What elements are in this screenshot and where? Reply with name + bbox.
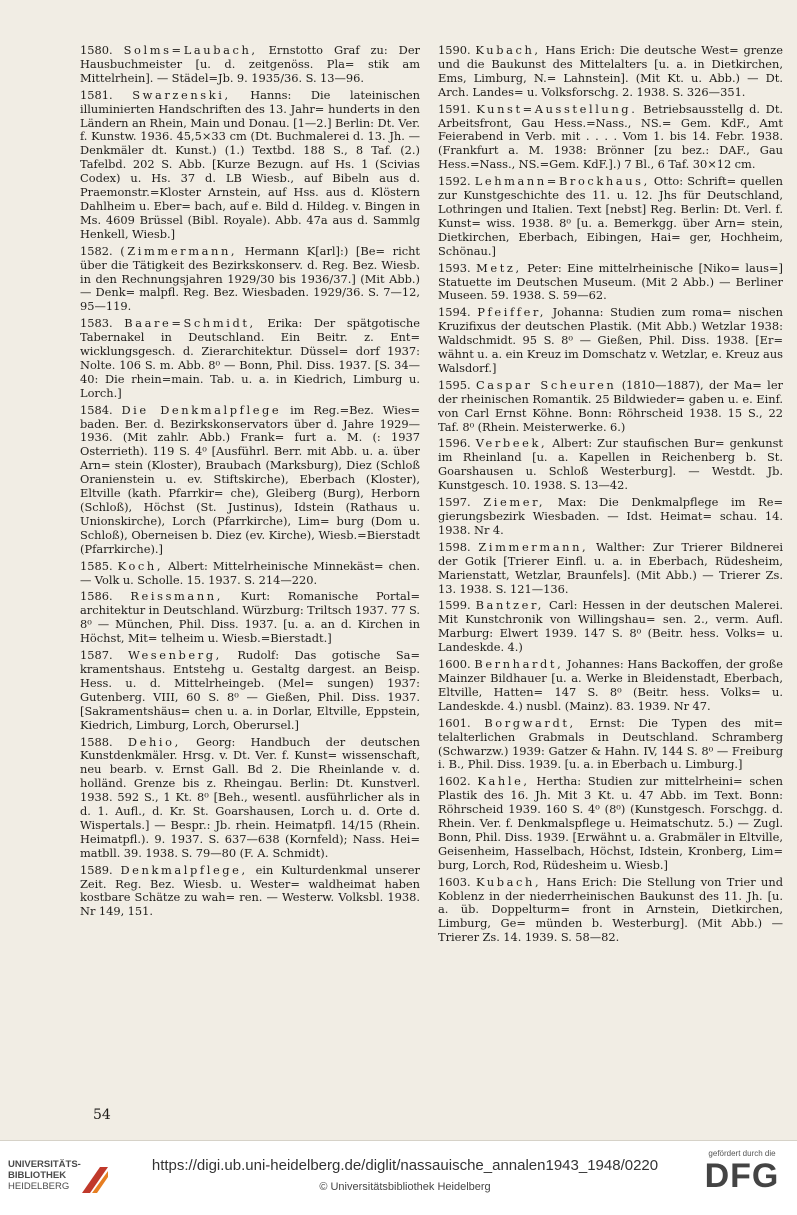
entry-author: Wesenberg, bbox=[128, 648, 222, 663]
entry-number: 1598. bbox=[438, 539, 471, 554]
entry-author: Metz, bbox=[476, 260, 522, 275]
copyright-notice: © Universitätsbibliothek Heidelberg bbox=[319, 1181, 491, 1193]
bibliography-entry bbox=[80, 649, 420, 732]
entry-number: 1603. bbox=[438, 874, 471, 889]
entry-number: 1588. bbox=[80, 734, 113, 749]
entry-number: 1585. bbox=[80, 558, 113, 573]
entry-number: 1600. bbox=[438, 657, 471, 672]
entry-text: Rudolf: Das gotische Sa= kramentshaus. Entstehg u. Gestaltg dargest. an Beisp. Hess. u. d. Mittelrheingeb. (Mel= sungen) 1937: Gutenberg. VIII, 60 S. 8⁰ — Gießen, Phil. Diss. 1937. [Sakramentshäus= chen u. a. in Dorlar, Eltville, Eppstein, Kiedrich, Limburg, Lorch, Oberursel.] bbox=[80, 648, 421, 732]
entry-author: Lehmann=Brockhaus, bbox=[474, 174, 650, 189]
bibliography-entry bbox=[438, 306, 783, 376]
entry-text: Hans Erich: Die deutsche West= grenze und die Baukunst des Mittelalters [u. a. in Dietkirchen, Ems, Limburg, N.= Lahnstein]. (Mit Kt. u. Abb.) — Dt. Arch. Landes= u. Volksforschg. 2. 1938. S. 326—351. bbox=[438, 43, 784, 99]
entry-number: 1597. bbox=[438, 495, 471, 510]
entry-text: Georg: Handbuch der deutschen Kunstdenkmäler. Hrsg. v. Dt. Ver. f. Kunst= wissenschaft, neu bearb. v. Ernst Gall. Bd 2. Die Rheinlande v. d. holländ. Grenze bis z. Rheingau. Berlin: Dt. Kunstverl. 1938. 592 S., 1 Kt. 8⁰ [Beh., wesentl. ausführlicher als in d. 1. Aufl., d. Kr. St. Goarshausen, Lorch u. d. Orte d. Wispertals.] — Bespr.: Jb. rhein. Heimatpfl. 14/15 (Rhein. Heimatpfl.). 9. 1937. S. 637—638 (Kornfeld); Nass. Hei= matbll. 39. 1938. S. 79—80 (F. A. Schmidt). bbox=[80, 734, 421, 860]
entry-number: 1587. bbox=[80, 648, 113, 663]
entry-author: Reissmann, bbox=[130, 589, 223, 604]
bibliography-entry bbox=[438, 876, 783, 946]
entry-number: 1589. bbox=[80, 862, 113, 877]
page-number: 54 bbox=[93, 1107, 111, 1123]
library-name-line1: UNIVERSITÄTS- bbox=[8, 1159, 81, 1170]
bibliography-entry bbox=[80, 590, 420, 646]
entry-author: Dehio, bbox=[127, 734, 181, 749]
entry-number: 1599. bbox=[438, 598, 471, 613]
entry-text: (1810—1887), der Ma= ler der rheinischen Romantik. 25 Bildwieder= gaben u. e. Einf. von Carl Ernst Köhne. Bonn: Röhrscheid 1938. 15 S., 22 Taf. 8⁰ (Rhein. Meisterwerke. 6.) bbox=[438, 377, 784, 434]
viewer-footer bbox=[0, 1140, 797, 1215]
entry-number: 1591. bbox=[438, 101, 471, 116]
entry-number: 1595. bbox=[438, 377, 471, 392]
bibliography-entry bbox=[80, 560, 420, 588]
bibliography-entry bbox=[80, 245, 420, 315]
left-column bbox=[80, 44, 420, 922]
entry-text: Walther: Zur Trierer Bildnerei der Gotik [Trierer Einfl. u. a. in Eberbach, Rüdesheim, Marienstatt, Wetzlar, Braunfels]. (Mit Abb.) — Trierer Zs. 13. 1938. S. 121—136. bbox=[438, 539, 784, 596]
bibliography-entry bbox=[438, 775, 783, 872]
library-emblem-icon bbox=[78, 1163, 112, 1197]
entry-text: Johannes: Hans Backoffen, der große Mainzer Bildhauer [u. a. Werke in Bleidenstadt, Eberbach, Eltville, Hatten= 147 S. 8⁰ (Beitr. hess. Volks= u. Landeskde. 4.) nusbl. (Mainz). 83. 1939. Nr 47. bbox=[438, 657, 784, 713]
entry-author: Ziemer, bbox=[483, 495, 546, 510]
bibliography-entry bbox=[438, 658, 783, 714]
entry-number: 1593. bbox=[438, 260, 471, 275]
entry-number: 1602. bbox=[438, 774, 471, 789]
entry-text: Hans Erich: Die Stellung von Trier und Koblenz in der niederrheinischen Baukunst des 11. Jh. [u. a. üb. Doppelturm= front in Arnstein, Dietkirchen, Limburg, Ge= münden b. Westerburg]. (Mit Abb.) — Trierer Zs. 14. 1939. S. 58—82. bbox=[438, 874, 783, 945]
bibliography-entry bbox=[80, 89, 420, 242]
bibliography-entry bbox=[438, 496, 783, 538]
entry-number: 1580. bbox=[80, 43, 113, 57]
bibliography-entry bbox=[438, 437, 783, 493]
bibliography-entry bbox=[80, 736, 420, 861]
entry-number: 1581. bbox=[80, 87, 113, 102]
permalink-url[interactable]: https://digi.ub.uni-heidelberg.de/diglit/nassauische_annalen1943_1948/0220 bbox=[151, 1157, 659, 1174]
bibliography-entry bbox=[438, 44, 783, 100]
entry-text: Ernstotto Graf zu: Der Hausbuchmeister [u. d. zeitgenöss. Pla= stik am Mittelrhein]. — Städel=Jb. 9. 1935/36. S. 13—96. bbox=[80, 43, 421, 85]
bibliography-entry bbox=[438, 262, 783, 304]
entry-author: Caspar Scheuren bbox=[475, 377, 617, 392]
entry-number: 1582. bbox=[80, 243, 113, 258]
funded-by-text: gefördert durch die bbox=[708, 1149, 776, 1158]
bibliography-entry bbox=[438, 379, 783, 435]
entry-text: Max: Die Denkmalpflege im Re= gierungsbezirk Wiesbaden. — Idst. Heimat= schau. 14. 1938. Nr 4. bbox=[438, 495, 784, 537]
bibliography-entry bbox=[80, 44, 420, 86]
bibliography-entry bbox=[438, 541, 783, 597]
entry-author: Kahle, bbox=[477, 774, 530, 789]
entry-author: (Zimmermann, bbox=[120, 243, 238, 258]
entry-author: Kunst=Ausstellung. bbox=[476, 101, 638, 116]
entry-text: Betriebsausstellg d. Dt. Arbeitsfront, Gau Hess.=Nass., NS.= Gem. KdF., Amt Feierabend in Verb. mit . . . . Vom 1. bis 14. Febr. 1938. (Frankfurt a. M. 1938: Brönner [zu bez.: DAF., Gau Hess.=Nass., NS.=Gem. KdF.].) 7 Bl., 6 Taf. 30×12 cm. bbox=[438, 101, 784, 172]
entry-author: Bantzer, bbox=[475, 598, 545, 613]
entry-author: Baare=Schmidt, bbox=[124, 316, 256, 331]
entry-author: Koch, bbox=[117, 558, 164, 573]
entry-text: Ernst: Die Typen des mit= telalterlichen Grabmals in Deutschland. Schramberg (Schwarzw.) 1939: Gatzer & Hahn. IV, 144 S. 8⁰ — Freiburg i. B., Phil. Diss. 1939. [u. a. in Eberbach u. Limburg.] bbox=[438, 715, 783, 772]
entry-text: Hanns: Die lateinischen illuminierten Handschriften des 13. Jahr= hunderts in den Ländern an Rhein, Main und Donau. [1—2.] Berlin: Dt. Ver. f. Kunstw. 1936. 45,5×33 cm (Dt. Buchmalerei d. 13. Jh. — Denkmäler dt. Kunst.) (1.) Textbd. 188 S., 8 Taf. (2.) Tafelbd. 202 S. Abb. [Kurze Bezugn. auf Hs. 1 (Scivias Codex) u. Hs. 37 d. LB Wiesb., auf Bibeln aus d. Praemonstr.=Kloster Arnstein, auf Hss. aus d. Klöstern Dahlheim u. Eber= bach, auf e. Bild d. Hildeg. v. Bingen in Ms. 4609 Brüssel (Bibl. Royale). Abb. 47a aus d. Sammlg Henkell, Wiesb.] bbox=[80, 87, 420, 241]
entry-text: Erika: Der spätgotische Tabernakel in Deutschland. Ein Beitr. z. Ent= wicklungsgesch. d. Zierarchitektur. Düssel= dorf 1937: Nolte. 106 S. m. Abb. 8⁰ — Bonn, Phil. Diss. 1937. [S. 34—40: Die rhein=main. Tab. u. a. in Kiedrich, Limburg u. Lorch.] bbox=[80, 316, 420, 400]
entry-number: 1601. bbox=[438, 715, 471, 730]
bibliography-entry bbox=[80, 404, 420, 557]
entry-text: Johanna: Studien zum roma= nischen Kruzifixus der deutschen Plastik. (Mit Abb.) Wetzlar 1938: Waldschmidt. 95 S. 8⁰ — Gießen, Phil. Diss. 1938. [Er= wähnt u. a. ein Kreuz im Domschatz v. Wetzlar, e. Kreuz aus Walsdorf.] bbox=[438, 305, 784, 375]
entry-author: Verbeek, bbox=[475, 436, 548, 451]
entry-text: Albert: Zur staufischen Bur= genkunst im Rheinland [u. a. Kapellen in Reichenberg b. St. Goarshausen u. Schloß Westerburg]. — Westdt. Jb. Kunstgesch. 10. 1938. S. 13—42. bbox=[438, 436, 783, 493]
entry-number: 1594. bbox=[438, 305, 471, 320]
entry-text: Hertha: Studien zur mittelrheini= schen Plastik des 16. Jh. Mit 3 Kt. u. 47 Abb. im Text. Bonn: Röhrscheid 1939. 160 S. 4⁰ (8⁰) (Kunstgesch. Forschgg. d. Rhein. Ver. f. Denkmalspflege u. Heimatschutz. 5.) — Zugl. Bonn, Phil. Diss. 1939. [Erwähnt u. a. Grabmäler in Eltville, Geisenheim, Hasselbach, Höchst, Idstein, Kronberg, Lim= burg, Lorch, Rod, Rüdesheim u. Wiesb.] bbox=[438, 774, 783, 872]
bibliography-entry bbox=[438, 717, 783, 773]
library-name-line2: BIBLIOTHEK bbox=[8, 1170, 67, 1181]
entry-text: Otto: Schrift= quellen zur Kunstgeschichte des 11. u. 12. Jhs für Deutschland, Lothringen und Italien. Text [nebst] Reg. Berlin: Dt. Verl. f. Kunst= wiss. 1938. 8⁰ [u. a. Bemerkgg. über Arn= stein, Dietkirchen, Eberbach, Eibingen, Hai= ger, Hochheim, Schönau.] bbox=[438, 174, 783, 258]
entry-author: Zimmermann, bbox=[478, 539, 589, 554]
entry-text: ein Kulturdenkmal unserer Zeit. Reg. Bez. Wiesb. u. Wester= waldheimat haben kostbare Schätze zu wah= ren. — Westerw. Volksbl. 1938. Nr 149, 151. bbox=[80, 862, 420, 919]
entry-text: Hermann K[arl]:) [Be= richt über die Tätigkeit des Bezirkskonserv. d. Reg. Bez. Wiesb. in den Rechnungsjahren 1929/30 bis 1936/37.] (Mit Abb.) — Denk= malpfl. Reg. Bez. Wiesbaden. 1929/36. S. 7—12, 95—119. bbox=[80, 243, 421, 314]
entry-number: 1596. bbox=[438, 436, 471, 451]
dfg-logo[interactable] bbox=[692, 1149, 792, 1194]
entry-number: 1590. bbox=[438, 43, 471, 57]
entry-author: Kubach, bbox=[475, 43, 541, 57]
entry-author: Die Denkmalpflege bbox=[121, 402, 282, 417]
entry-text: Kurt: Romanische Portal= architektur in Deutschland. Würzburg: Triltsch 1937. 77 S. 8⁰ — München, Phil. Diss. 1937. [u. a. an d. Kirchen in Höchst, Mit= telheim u. Wiesb.=Bierstadt.] bbox=[80, 589, 421, 646]
entry-number: 1592. bbox=[438, 174, 471, 189]
entry-text: Peter: Eine mittelrheinische [Niko= laus=] Statuette im Deutschen Museum. (Mit 2 Abb.) — Berliner Museen. 59. 1938. S. 59—62. bbox=[438, 260, 783, 303]
entry-author: Swarzenski, bbox=[132, 87, 231, 102]
entry-author: Solms=Laubach, bbox=[123, 43, 258, 57]
entry-text: Albert: Mittelrheinische Minnekäst= chen. — Volk u. Scholle. 15. 1937. S. 214—220. bbox=[80, 558, 421, 587]
bibliography-entry bbox=[438, 599, 783, 655]
right-column bbox=[438, 44, 783, 948]
entry-author: Pfeiffer, bbox=[477, 305, 546, 320]
entry-text: im Reg.=Bez. Wies= baden. Ber. d. Bezirkskonservators über d. Jahre 1929—1936. (Mit zahlr. Abb.) Frank= furt a. M. (: 1937 Osterrieth). 119 S. 4⁰ [Ausführl. Berr. mit Abb. u. a. über Arn= stein (Kloster), Braubach (Marksburg), Diez (Schloß Oranienstein u. ev. Stiftskirche), Eberbach (Kloster), Eltville (kath. Pfarrkir= che), Gleiberg (Burg), Herborn (Schloß), Höchst (St. Justinus), Idstein (Rathaus u. Unionskirche), Lorch (Pfarrkirche), Lim= burg (Dom u. Schloß), Oberneisen b. Diez (ev. Kirche), Wiesb.=Bierstadt (Pfarrkirche).] bbox=[80, 402, 421, 556]
entry-text: Carl: Hessen in der deutschen Malerei. Mit Kunstchronik von Willingshau= sen. 2., verm. Aufl. Marburg: Elwert 1939. 147 S. 8⁰ (Beitr. hess. Volks= u. Landeskde. 4.) bbox=[438, 598, 783, 655]
entry-number: 1586. bbox=[80, 589, 113, 604]
entry-author: Borgwardt, bbox=[484, 715, 576, 730]
bibliography-entry bbox=[80, 317, 420, 400]
entry-author: Kubach, bbox=[475, 874, 542, 889]
entry-number: 1584. bbox=[80, 402, 113, 417]
bibliography-entry bbox=[80, 864, 420, 920]
library-name-line3: HEIDELBERG bbox=[8, 1181, 70, 1192]
dfg-wordmark: DFG bbox=[704, 1157, 780, 1195]
bibliography-entry bbox=[438, 103, 783, 173]
entry-author: Denkmalpflege, bbox=[120, 862, 248, 877]
bibliography-entry bbox=[438, 175, 783, 258]
entry-number: 1583. bbox=[80, 316, 113, 331]
entry-author: Bernhardt, bbox=[474, 657, 564, 672]
